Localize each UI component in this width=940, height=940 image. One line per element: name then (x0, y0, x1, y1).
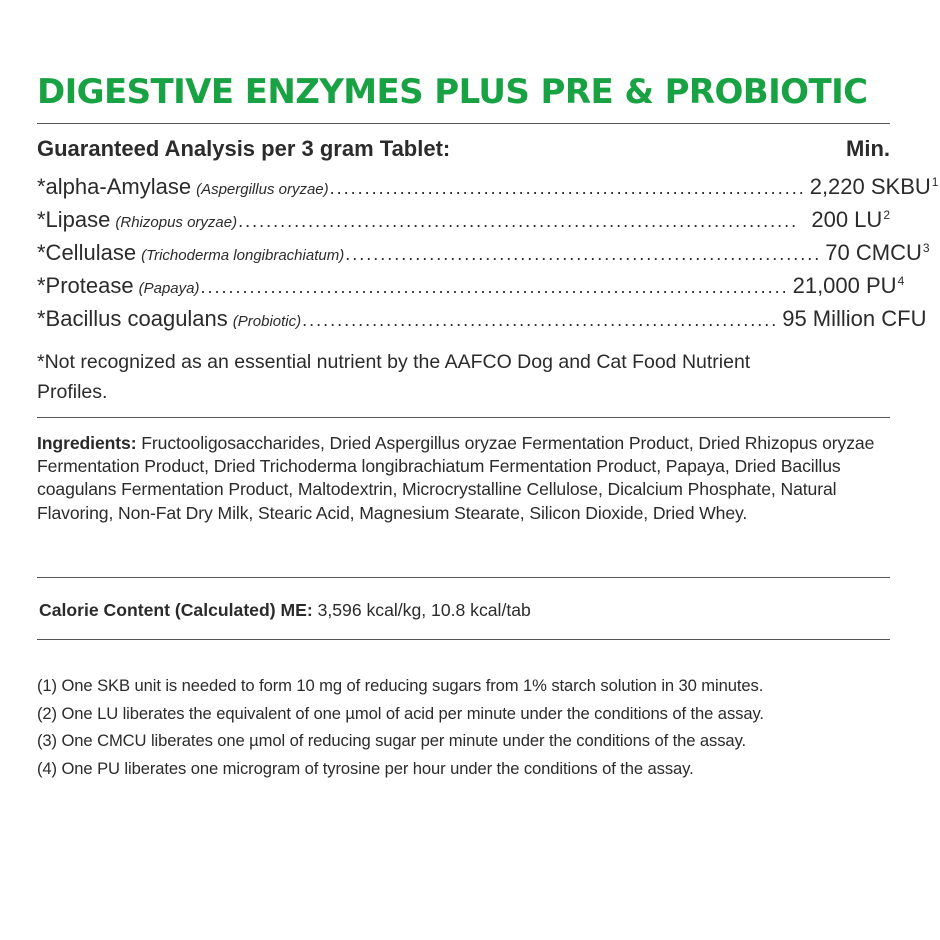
analysis-row (37, 302, 927, 335)
analysis-row (37, 170, 939, 203)
footnote: (3) One CMCU liberates one µmol of reducing sugar per minute under the conditions of the assay. (37, 731, 747, 751)
nutrient-source: (Papaya) (138, 280, 200, 297)
nutrient-name: *Protease (37, 273, 134, 298)
footnote-ref: 1 (931, 175, 939, 189)
guaranteed-analysis-heading: Guaranteed Analysis per 3 gram Tablet: (37, 136, 451, 161)
nutrient-name: *alpha-Amylase (37, 174, 192, 199)
dot-leader: .................................................................... (302, 310, 779, 330)
footnote: (4) One PU liberates one microgram of tyrosine per hour under the conditions of the assay. (37, 759, 694, 779)
dot-leader: ................................................................................ (238, 211, 799, 231)
analysis-row (37, 203, 890, 236)
divider (37, 577, 890, 578)
ingredients-text: Fructooligosaccharides, Dried Aspergillus oryzae Fermentation Product, Dried Rhizopus oryzae Fermentation Product, Dried Trichoderma longibrachiatum Fermentation Product, Papaya, Dried Bacillus coagulans Fermentation Product, Maltodextrin, Microcrystalline Cellulose, Dicalcium Phosphate, Natural Flavoring, Non-Fat Dry Milk, Stearic Acid, Magnesium Stearate, Silicon Dioxide, Dried Whey. (37, 433, 875, 523)
nutrient-source: (Rhizopus oryzae) (115, 214, 238, 231)
dot-leader: .................................................................... (345, 244, 822, 264)
nutrient-source: (Aspergillus oryzae) (196, 181, 329, 198)
nutrient-name: *Lipase (37, 207, 111, 232)
analysis-rows (37, 170, 939, 335)
nutrient-name: *Cellulase (37, 240, 137, 265)
footnote-ref: 3 (922, 241, 930, 255)
footnote-ref: 4 (897, 274, 905, 288)
analysis-row (37, 236, 930, 269)
calorie-content (39, 598, 892, 622)
dot-leader: .................................................................... (329, 178, 806, 198)
aafco-note: *Not recognized as an essential nutrient by the AAFCO Dog and Cat Food Nutrient Profiles. (37, 351, 751, 403)
ingredients-label: Ingredients: (37, 433, 137, 453)
footnotes (37, 672, 917, 783)
nutrient-source: (Trichoderma longibrachiatum) (141, 247, 345, 264)
calorie-label: Calorie Content (Calculated) ME: (39, 600, 313, 620)
footnote-ref: 2 (883, 208, 890, 222)
divider (37, 123, 890, 124)
divider (37, 639, 890, 640)
nutrient-value: 200 $LU^2$ (811, 207, 890, 232)
divider (37, 417, 890, 418)
nutrient-value: 2,220 SKBU$^1$ (809, 174, 939, 199)
ingredients-statement (37, 432, 890, 525)
footnote: (1) One SKB unit is needed to form 10 mg of reducing sugars from 1% starch solution in 30 minutes. (37, 676, 764, 695)
minimum-column-label: Min. (846, 136, 890, 161)
nutrient-value: 21,000 $PU^4$ (792, 273, 905, 298)
analysis-row (37, 269, 905, 302)
nutrient-value: 70 CMCU$^3$ (825, 240, 930, 265)
footnote: (2) One LU liberates the equivalent of one µmol of acid per minute under the conditions of the assay. (37, 703, 764, 723)
nutrient-source: (Probiotic) (232, 313, 302, 330)
dot-leader: .................................................................................... (200, 277, 789, 297)
product-title: DIGESTIVE ENZYMES PLUS PRE & PROBIOTIC (37, 72, 868, 112)
nutrient-value: 95 Million CFU (782, 306, 927, 331)
calorie-text: 3,596 kcal/kg, 10.8 kcal/tab (312, 600, 531, 620)
guaranteed-analysis-header (37, 135, 890, 163)
nutrient-name: *Bacillus coagulans (37, 306, 228, 331)
